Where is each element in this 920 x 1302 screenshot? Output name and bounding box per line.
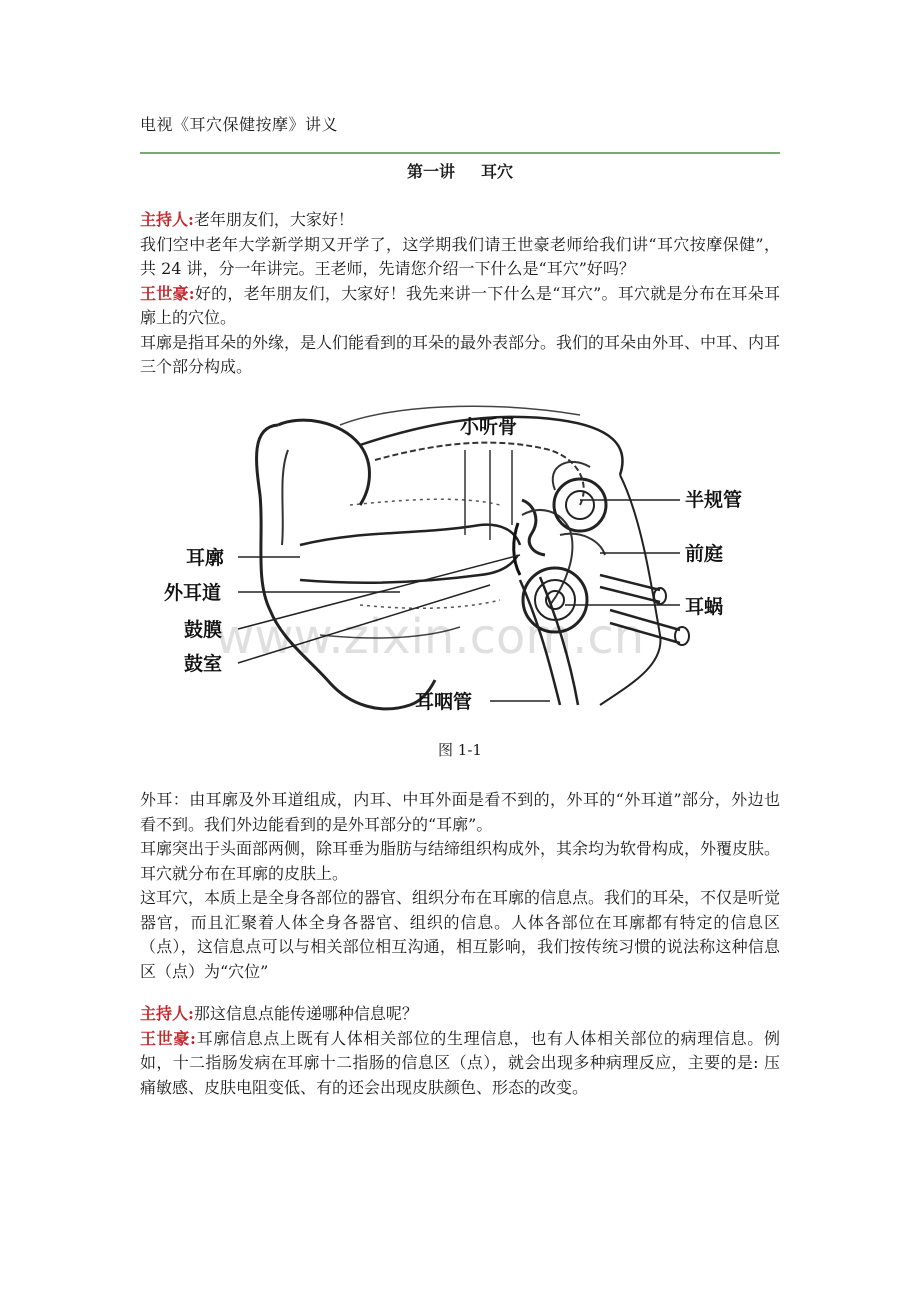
- document-title: 电视《耳穴保健按摩》讲义: [140, 115, 339, 134]
- header-rule: [140, 152, 780, 154]
- dialogue-section-3: [140, 1002, 780, 1100]
- paragraph-text: 好的，老年朋友们，大家好！我先来讲一下什么是“耳穴”。耳穴就是分布在耳朵耳廓上的穴位。: [140, 283, 780, 327]
- paragraph: 我们空中老年大学新学期又开学了，这学期我们请王世豪老师给我们讲“耳穴按摩保健”，共 24 讲，分一年讲完。王老师，先请您介绍一下什么是“耳穴”好吗？: [140, 234, 780, 278]
- lecture-topic: 耳穴: [481, 162, 514, 181]
- watermark: www.zixin.com.cn: [215, 609, 645, 665]
- speaker-label: 主持人:: [140, 1004, 194, 1023]
- speaker-label: 王世豪:: [140, 1028, 196, 1048]
- ear-anatomy-diagram: [160, 405, 760, 735]
- lecture-number: 第一讲: [406, 162, 455, 181]
- lecture-heading: [140, 160, 780, 184]
- label-tympanic-cavity: 鼓室: [184, 653, 223, 675]
- ear-anatomy-figure: [160, 405, 760, 735]
- paragraph: [140, 1002, 780, 1027]
- label-semicircular-canals: 半规管: [685, 489, 743, 511]
- label-eardrum: 鼓膜: [184, 619, 223, 641]
- paragraph: 外耳：由耳廓及外耳道组成，内耳、中耳外面是看不到的，外耳的“外耳道”部分，外边也看不到。我们外边能看到的是外耳部分的“耳廓”。: [140, 790, 780, 834]
- paragraph: [140, 208, 780, 233]
- paragraph-text: 那这信息点能传递哪种信息呢？: [193, 1004, 418, 1023]
- paragraph: 耳廓是指耳朵的外缘，是人们能看到的耳朵的最外表部分。我们的耳朵由外耳、中耳、内耳三个部分构成。: [140, 332, 781, 376]
- paragraph: [140, 1027, 780, 1101]
- speaker-label: 王世豪:: [140, 283, 195, 303]
- dialogue-section-1: [140, 208, 780, 380]
- label-eustachian-tube: 耳咽管: [415, 691, 473, 713]
- paragraph: [140, 282, 780, 331]
- dialogue-section-2: [140, 788, 780, 984]
- paragraph: 这耳穴，本质上是全身各部位的器官、组织分布在耳廓的信息点。我们的耳朵，不仅是听觉器官，而且汇聚着人体全身各器官、组织的信息。人体各部位在耳廓都有特定的信息区（点），这信息点可以与相关部位相互沟通，相互影响，我们按传统习惯的说法称这种信息区（点）为“穴位”: [140, 888, 781, 981]
- label-auricle: 耳廓: [186, 547, 225, 569]
- label-ossicles: 小听骨: [460, 416, 518, 438]
- label-ear-canal: 外耳道: [164, 582, 222, 604]
- paragraph-text: 老年朋友们，大家好！: [193, 210, 354, 229]
- label-vestibule: 前庭: [685, 543, 724, 565]
- speaker-label: 主持人:: [140, 210, 194, 229]
- paragraph-text: 耳廓信息点上既有人体相关部位的生理信息，也有人体相关部位的病理信息。例如，十二指肠发病在耳廓十二指肠的信息区（点），就会出现多种病理反应，主要的是: 压痛敏感、皮肤电阻变低、有的还会出现皮肤颜色、形态的改变。: [140, 1028, 780, 1097]
- label-cochlea: 耳蜗: [685, 596, 724, 618]
- paragraph: 耳廓突出于头面部两侧，除耳垂为脂肪与结缔组织构成外，其余均为软骨构成，外覆皮肤。耳穴就分布在耳廓的皮肤上。: [140, 839, 781, 883]
- figure-caption: 图 1-1: [438, 741, 482, 759]
